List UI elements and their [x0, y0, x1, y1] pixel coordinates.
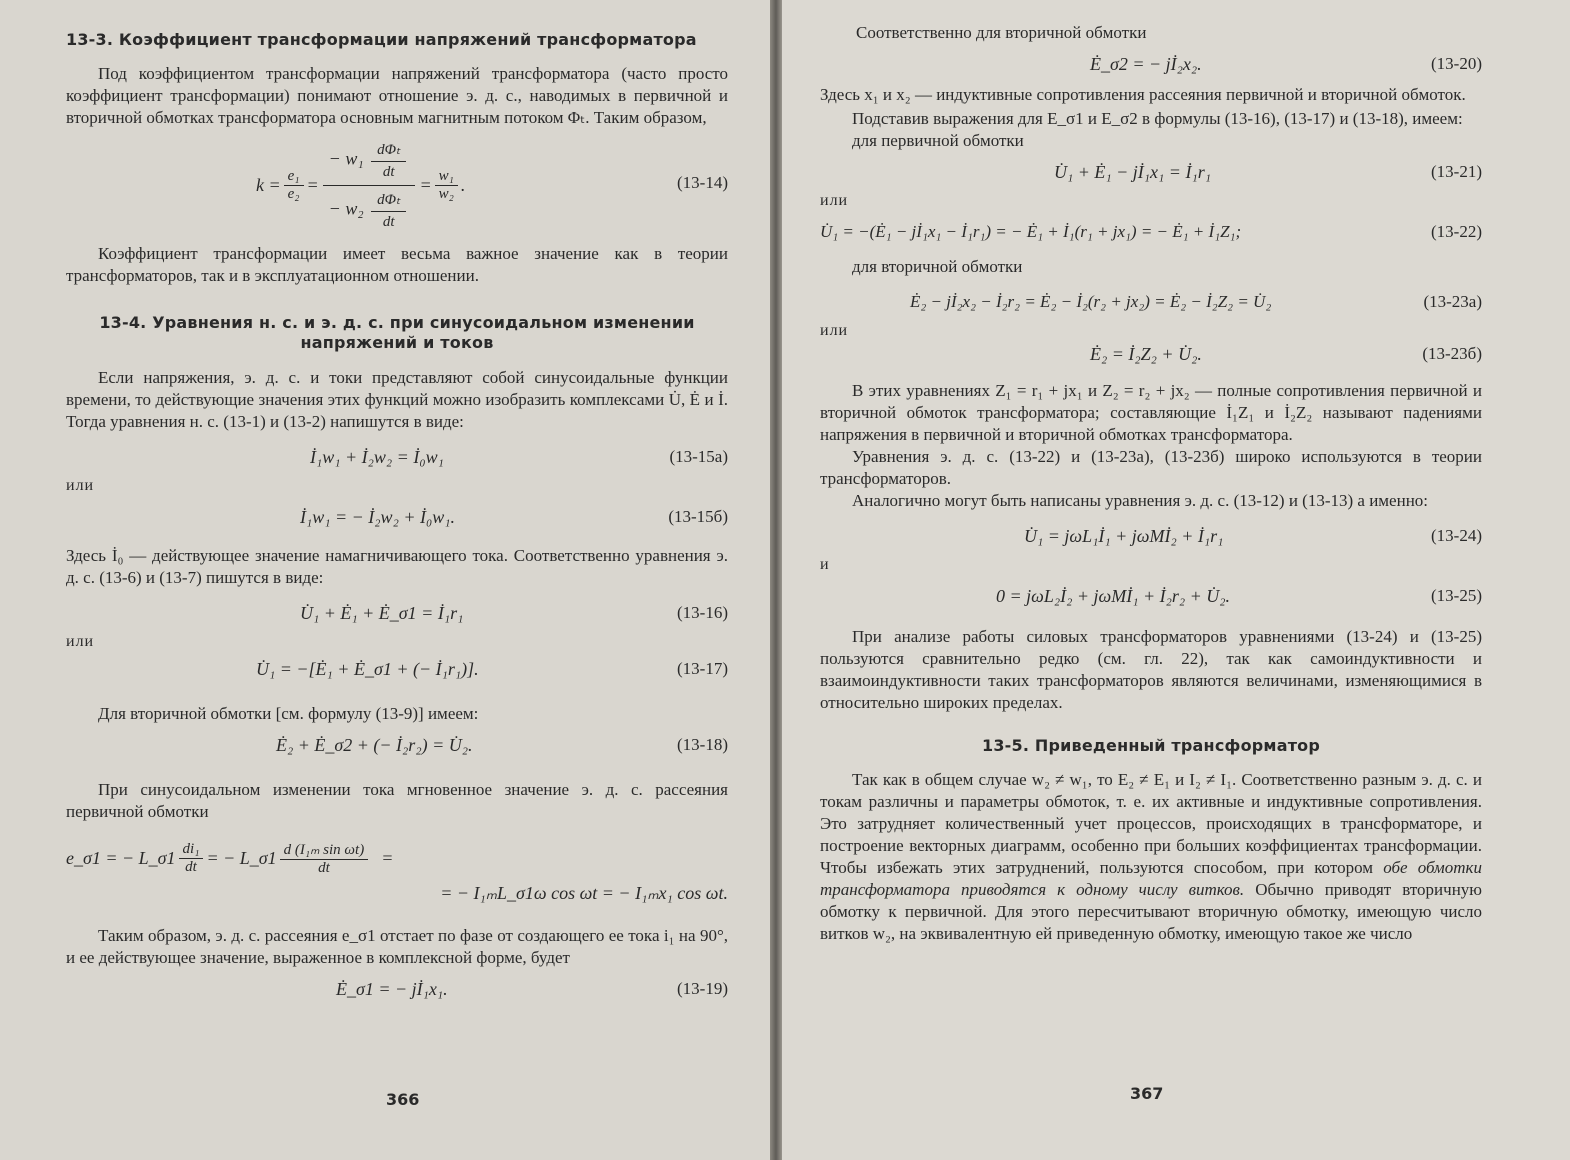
paragraph: В этих уравнениях Z₁ = r₁ + jx₁ и Z₂ = r₂ + jx₂ — полные сопротивления первичной и вторичной обмоток трансформатора; составляющие İ₁Z₁ и İ₂Z₂ называют падениями напряжения в первичной и вторичной обмотках трансформатора.: [820, 381, 1482, 444]
page-367: [782, 0, 1570, 1160]
equation-13-20: Ė_σ2 = − jİ₂x₂. (13-20): [1090, 54, 1482, 74]
paragraph: Под коэффициентом трансформации напряжений трансформатора (часто просто коэффициент трансформации) понимают отношение э. д. с., наводимых в первичной и вторичной обмотках трансформатора основным магнитным потоком Φₜ. Таким образом,: [66, 64, 728, 127]
equation-13-21: U̇₁ + Ė₁ − jİ₁x₁ = İ₁r₁ (13-21): [1054, 162, 1482, 182]
equation-number: (13-23а): [1423, 292, 1482, 311]
paragraph: для вторичной обмотки: [852, 257, 1023, 276]
book-gutter: [770, 0, 782, 1160]
equation-13-24: U̇₁ = jωL₁İ₁ + jωMİ₂ + İ₁r₁ (13-24): [1024, 526, 1482, 546]
word-ili: или: [66, 633, 95, 650]
equation-number: (13-22): [1431, 222, 1482, 241]
paragraph: Соответственно для вторичной обмотки: [856, 23, 1147, 42]
paragraph: Здесь İ₀ — действующее значение намагничивающего тока. Соответственно уравнения э. д. с. (13-6) и (13-7) пишутся в виде:: [66, 546, 728, 587]
section-13-4-title: 13-4. Уравнения н. с. и э. д. с. при синусоидальном изменении напряжений и токов: [99, 313, 695, 352]
page-number: 366: [386, 1090, 420, 1109]
paragraph: Если напряжения, э. д. с. и токи представляют собой синусоидальные функции времени, то действующие значения этих функций можно изобразить комплексами U̇, Ė и İ. Тогда уравнения н. с. (13-1) и (13-2) напишутся в виде:: [66, 368, 728, 431]
equation-number: (13-15б): [668, 507, 728, 526]
equation-13-22: U̇₁ = −(Ė₁ − jİ₁x₁ − İ₁r₁) = − Ė₁ + İ₁(r₁ + jx₁) = − Ė₁ + İ₁Z₁; (13-22): [820, 222, 1482, 241]
equation-number: (13-24): [1431, 526, 1482, 545]
equation-number: (13-17): [677, 659, 728, 678]
equation-13-25: 0 = jωL₂İ₂ + jωMİ₁ + İ₂r₂ + U̇₂. (13-25): [996, 586, 1482, 606]
paragraph: для первичной обмотки: [852, 131, 1024, 150]
equation-13-16: U̇₁ + Ė₁ + Ė_σ1 = İ₁r₁ (13-16): [300, 603, 728, 623]
paragraph: Подставив выражения для E_σ1 и E_σ2 в формулы (13-16), (13-17) и (13-18), имеем:: [852, 109, 1463, 128]
equation-number: (13-15а): [669, 447, 728, 466]
equation-e-sigma1: e_σ1 = − L_σ1 $\frac{\text{di₁}}{dt}$ = − L_σ1 $\frac{\text{d (I₁ₘ sin ωt)}}{dt}$ =: [66, 840, 394, 876]
equation-number: (13-16): [677, 603, 728, 622]
paragraph: Коэффициент трансформации имеет весьма важное значение как в теории трансформаторов, так и в эксплуатационном отношении.: [66, 244, 728, 285]
equation-number: (13-23б): [1422, 344, 1482, 363]
equation-e-sigma1-line2: = − I₁ₘL_σ1ω cos ωt = − I₁ₘx₁ cos ωt.: [440, 883, 728, 903]
paragraph: Таким образом, э. д. с. рассеяния e_σ1 отстает по фазе от создающего ее тока i₁ на 90°, и ее действующее значение, выраженное в комплексной форме, будет: [66, 926, 728, 967]
paragraph: Здесь x₁ и x₂ — индуктивные сопротивления рассеяния первичной и вторичной обмоток.: [820, 85, 1466, 104]
paragraph: Уравнения э. д. с. (13-22) и (13-23а), (13-23б) широко используются в теории трансформаторов.: [820, 447, 1482, 488]
word-ili: или: [820, 192, 849, 209]
paragraph: При синусоидальном изменении тока мгновенное значение э. д. с. рассеяния первичной обмотки: [66, 780, 728, 821]
equation-13-23b: Ė₂ = İ₂Z₂ + U̇₂. (13-23б): [1090, 344, 1482, 364]
section-13-3-title: 13-3. Коэффициент трансформации напряжений трансформатора: [66, 30, 697, 49]
equation-13-15b: İ₁w₁ = − İ₂w₂ + İ₀w₁. (13-15б): [300, 507, 728, 527]
paragraph: Так как в общем случае w₂ ≠ w₁, то E₂ ≠ E₁ и I₂ ≠ I₁. Соответственно разным э. д. с. и токам различны и параметры обмоток, т. е. их активные и индуктивные сопротивления. Это затрудняет количественный учет процессов, происходящих в трансформаторе, и построение векторных диаграмм, особенно при больших коэффициентах трансформации. Чтобы избежать этих затруднений, пользуются способом, при котором обе обмотки трансформатора приводятся к одному числу витков. Обычно приводят вторичную обмотку к первичной. Для этого пересчитывают вторичную обмотку, имеющую число витков w₂, на эквивалентную ей приведенную обмотку, имеющую такое же число: [820, 770, 1482, 943]
page-366: [0, 0, 770, 1160]
equation-13-15a: İ₁w₁ + İ₂w₂ = İ₀w₁ (13-15а): [310, 447, 728, 467]
equation-13-19: Ė_σ1 = − jİ₁x₁. (13-19): [336, 979, 728, 999]
equation-13-17: U̇₁ = −[Ė₁ + Ė_σ1 + (− İ₁r₁)]. (13-17): [256, 659, 728, 679]
word-ili: или: [66, 477, 95, 494]
paragraph: При анализе работы силовых трансформаторов уравнениями (13-24) и (13-25) пользуются сравнительно редко (см. гл. 22), так как самоиндуктивности и взаимоиндуктивности таких трансформаторов являются величинами, изменяющимися в относительно широких пределах.: [820, 627, 1482, 712]
word-ili: или: [820, 322, 849, 339]
equation-13-18: Ė₂ + Ė_σ2 + (− İ₂r₂) = U̇₂. (13-18): [276, 735, 728, 755]
eq-k: k =: [256, 174, 281, 195]
paragraph: Для вторичной обмотки [см. формулу (13-9)] имеем:: [98, 704, 479, 723]
equation-13-23a: Ė₂ − jİ₂x₂ − İ₂r₂ = Ė₂ − İ₂(r₂ + jx₂) = Ė₂ − İ₂Z₂ = U̇₂ (13-23а): [910, 292, 1482, 311]
paragraph: Аналогично могут быть написаны уравнения э. д. с. (13-12) и (13-13) а именно:: [852, 491, 1429, 510]
word-i: и: [820, 556, 830, 573]
equation-number: (13-14): [677, 173, 728, 192]
equation-number: (13-20): [1431, 54, 1482, 73]
section-13-5-title: 13-5. Приведенный трансформатор: [981, 736, 1321, 755]
equation-number: (13-19): [677, 979, 728, 998]
equation-number: (13-21): [1431, 162, 1482, 181]
equation-13-14: k = $\frac{\text{e₁}}{\text{e₂}}$ = − w₁ $\frac{\text{dΦₜ}}{dt}$ − w₂ $\frac{\text{dΦₜ}}{dt}$ = $\frac{\text{w₁}}{\text{w₂}}$ . (13-14): [66, 137, 728, 233]
equation-number: (13-25): [1431, 586, 1482, 605]
page-number: 367: [1130, 1084, 1164, 1103]
italic-emphasis: обе обмотки трансформатора приводятся к одному числу витков.: [820, 858, 1482, 899]
equation-number: (13-18): [677, 735, 728, 754]
